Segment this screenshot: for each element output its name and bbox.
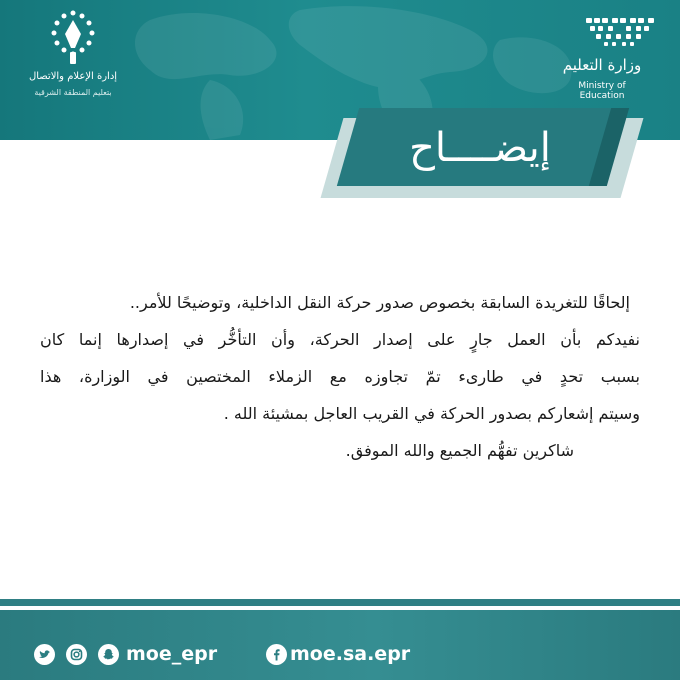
footer-band [0, 610, 680, 680]
body-line: وسيتم إشعاركم بصدور الحركة في القريب العاجل بمشيئة الله . [223, 404, 640, 423]
closing-line: شاكرين تفهُّم الجميع والله الموفق. [345, 441, 574, 460]
department-name-ar: إدارة الإعلام والاتصال [28, 71, 118, 82]
ministry-name-ar: وزارة التعليم [562, 56, 642, 74]
department-logo [18, 8, 128, 108]
department-sub-ar: بتعليم المنطقة الشرقية [34, 88, 112, 97]
ministry-name-en: Ministry of Education [578, 81, 626, 101]
facebook-icon[interactable] [266, 644, 287, 665]
handle-moe-sa-epr[interactable]: moe.sa.epr [290, 643, 411, 665]
banner-title: إيضــــاح [409, 125, 551, 171]
announcement-body [40, 284, 640, 469]
footer-stripe [0, 599, 680, 606]
handle-moe-epr[interactable]: moe_epr [126, 643, 218, 665]
instagram-icon[interactable] [66, 644, 87, 665]
twitter-icon[interactable] [34, 644, 55, 665]
body-line: بسبب تحدٍ في طارىء تمّ تجاوزه مع الزملاء المختصين في الوزارة، هذا [40, 367, 640, 386]
pen-nib-emblem-icon [51, 8, 95, 66]
body-line: إلحاقًا للتغريدة السابقة بخصوص صدور حركة النقل الداخلية، وتوضيحًا للأمر.. [129, 293, 630, 312]
ministry-logo [560, 8, 670, 101]
body-line: نفيدكم بأن العمل جارٍ على إصدار الحركة، وأن التأخُّر في إصدارها إنما كان [40, 330, 640, 349]
snapchat-icon[interactable] [98, 644, 119, 665]
ministry-emblem-icon [582, 12, 662, 52]
